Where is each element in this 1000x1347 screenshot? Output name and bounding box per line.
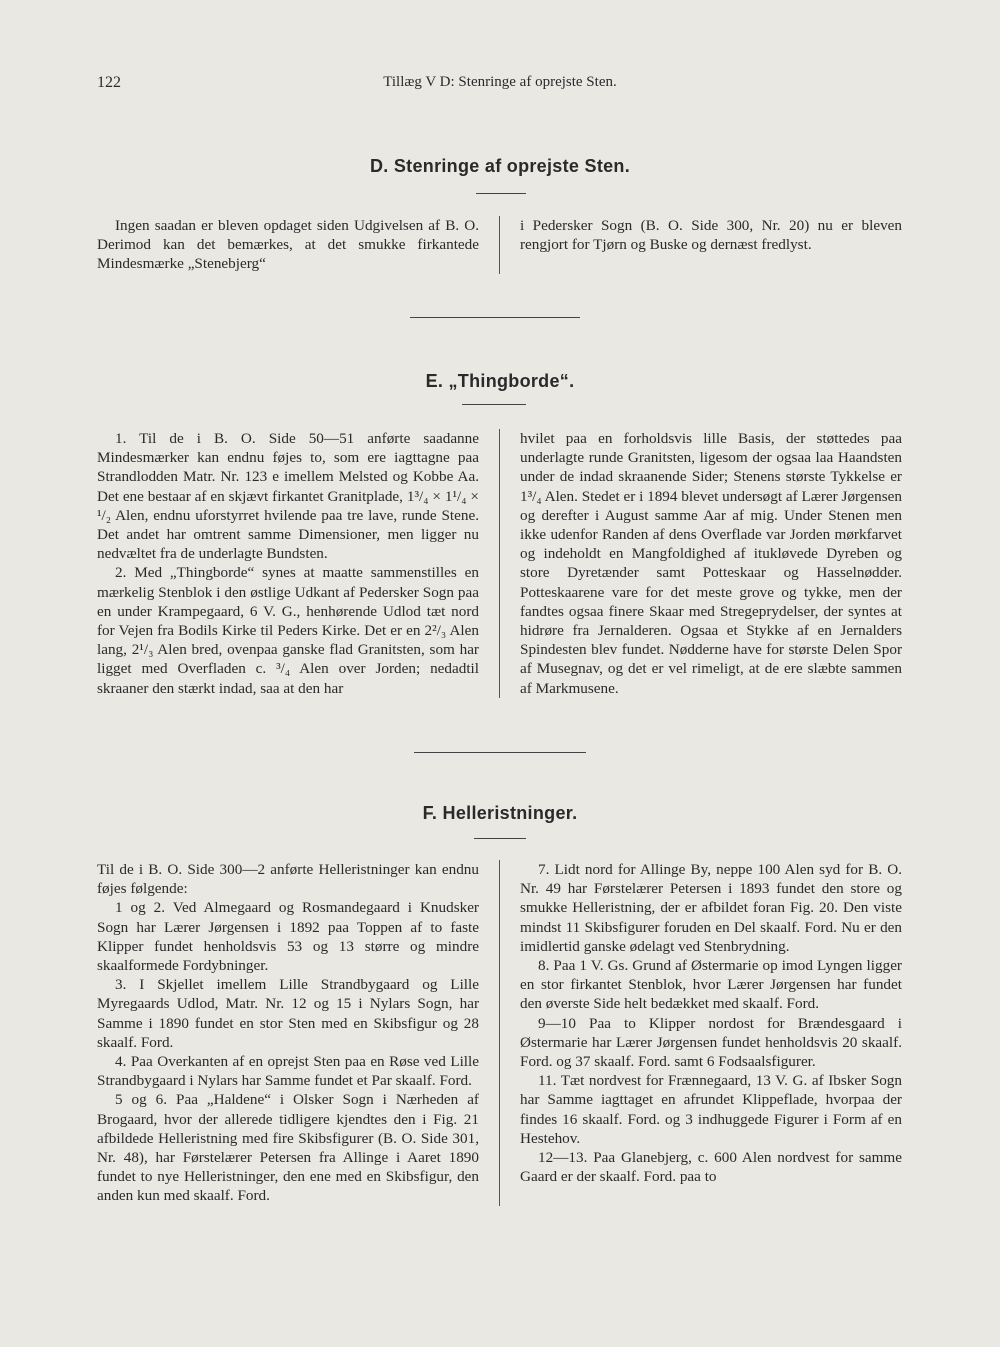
- section-d-left-column: [97, 216, 499, 274]
- section-e-left-column: [97, 429, 499, 698]
- page-header: [97, 74, 903, 98]
- running-title: Tillæg V D: Stenringe af oprejste Sten.: [383, 74, 617, 90]
- section-d-title: D. Stenringe af oprejste Sten.: [369, 156, 631, 176]
- page-number: 122: [97, 74, 121, 91]
- section-f-short-rule: [474, 838, 526, 839]
- section-d-left-text: Ingen saadan er bleven opdaget siden Udgivelsen af B. O. Derimod kan det bemærkes, at det smukke firkantede Mindesmærke „Stenebjerg“: [97, 217, 479, 273]
- section-f-item-1-2: 1 og 2. Ved Almegaard og Rosmandegaard i Knudsker Sogn har Lærer Jørgensen i 1892 paa Toppen af to faste Klipper fundet henholdsvis 53 og 13 større og mindre skaalformede Fordybninger.: [97, 899, 479, 975]
- section-f-item-5-6: 5 og 6. Paa „Haldene“ i Olsker Sogn i Nærheden af Brogaard, hvor der allerede tidligere kjendtes den i Fig. 21 afbildede Helleristning med fire Skibsfigurer (B. O. Side 301, Nr. 48), har Førstelærer Petersen fra Allinge i Aaret 1890 fundet to nye Helleristninger, den ene med en Skibsfigur, den anden kun med skaalf. Ford.: [97, 1091, 479, 1205]
- section-e-paragraph-2: 2. Med „Thingborde“ synes at maatte sammenstilles en mærkelig Stenblok i den østlige Udkant af Pedersker Sogn paa en under Krampegaard, 6 V. G., henhørende Udlod tæt nord for Vejen fra Bodils Kirke til Peders Kirke. Det er en 2²/₃ Alen lang, 2¹/₃ Alen bred, ovenpaa ganske flad Granitsten, som har ligget med Overfladen c. ³/₄ Alen over Jorden; nedadtil skraaner den stærkt indad, saa at den har: [97, 564, 479, 697]
- section-f-item-12-13: 12—13. Paa Glanebjerg, c. 600 Alen nordvest for samme Gaard er der skaalf. Ford. paa to: [520, 1149, 902, 1186]
- section-f-title: F. Helleristninger.: [422, 803, 578, 823]
- section-f-item-11: 11. Tæt nordvest for Frænnegaard, 13 V. G. af Ibsker Sogn har Samme iagttaget en afrundet Klippeflade, hvorpaa der findes 16 skaalf. Ford. og 3 indhuggede Figurer i Form af en Hestehov.: [520, 1072, 902, 1147]
- section-d-right-column: [499, 216, 902, 274]
- section-e-columns: [97, 429, 903, 698]
- section-f-item-7: 7. Lidt nord for Allinge By, neppe 100 Alen syd for B. O. Nr. 49 har Førstelærer Petersen i 1893 fundet den store og smukke Helleristning, der er afbildet foran Fig. 20. Den viste mindst 11 Skibsfigurer foruden en Del skaalf. Ford. Nu er den imidlertid ganske ødelagt ved Stenbrydning.: [520, 861, 902, 955]
- section-divider-2: [414, 752, 586, 753]
- section-e-right-text: hvilet paa en forholdsvis lille Basis, der støttedes paa underlagte runde Granitsten, ligesom der ogsaa laa Haandsten under de indad skraanende Sider; Stenens største Tykkelse er 1³/₄ Alen. Stedet er i 1894 blevet undersøgt af Lærer Jørgensen og derefter i August samme Aar af mig. Under Stenen men ikke udenfor Randen af dens Overflade var Jorden mørkfarvet og indeholdt en Mangfoldighed af itukløvede Dyreben og store Dyretænder samt Potteskaar og Hasselnødder. Potteskaarene vare for det meste grove og tykke, men der fandtes ogsaa finere Skaar med Stregeprydelser, der syntes at hidrøre fra Jernalderen. Ogsaa et Stykke af en Jernalders Spindesten blev fundet. Nødderne have for største Delen Spor af Musegnav, og det er vel rimeligt, at de ere slæbte sammen af Markmusene.: [520, 430, 902, 697]
- section-f-item-8: 8. Paa 1 V. Gs. Grund af Østermarie op imod Lyngen ligger en stor firkantet Stenblok, hvor Lærer Jørgensen har fundet den øverste Side helt bedækket med skaalf. Ford.: [520, 957, 902, 1013]
- section-f-left-column: [97, 860, 499, 1206]
- section-divider-1: [410, 317, 580, 318]
- section-f-item-4: 4. Paa Overkanten af en oprejst Sten paa en Røse ved Lille Strandbygaard i Nylars har Samme fundet et Par skaalf. Ford.: [97, 1053, 479, 1090]
- section-f-item-9-10: 9—10 Paa to Klipper nordost for Brændesgaard i Østermarie har Lærer Jørgensen fundet henholdsvis 20 skaalf. Ford. og 37 skaalf. Ford. samt 6 Fodsaalsfigurer.: [520, 1014, 902, 1071]
- section-d-short-rule: [476, 193, 526, 194]
- section-e-short-rule: [462, 404, 526, 405]
- section-f-columns: [97, 860, 903, 1206]
- section-f-item-3: 3. I Skjellet imellem Lille Strandbygaard og Lille Myregaards Udlod, Matr. Nr. 12 og 15 i Nylars Sogn, har Samme i 1890 fundet en stor Sten med en Skibsfigur og 28 skaalf. Ford.: [97, 976, 479, 1051]
- section-e-right-column: [499, 429, 902, 698]
- section-e-title: E. „Thingborde“.: [425, 371, 575, 391]
- section-f-right-column: [499, 860, 902, 1206]
- section-f-intro: Til de i B. O. Side 300—2 anførte Helleristninger kan endnu føjes følgende:: [97, 861, 479, 898]
- section-e-paragraph-1: 1. Til de i B. O. Side 50—51 anførte saadanne Mindesmærker kan endnu føjes to, som ere iagttagne paa Strandlodden Matr. Nr. 123 e imellem Melsted og Kobbe Aa. Det ene bestaar af en skjævt firkantet Granitplade, 1³/₄ × 1¹/₄ × ¹/₂ Alen, endnu uforstyrret hvilende paa tre lave, runde Stene. Det andet har omtrent samme Dimensioner, men ligger nu nedvæltet fra de underlagte Bundsten.: [97, 430, 479, 563]
- section-d-right-text: i Pedersker Sogn (B. O. Side 300, Nr. 20) nu er bleven rengjort for Tjørn og Buske og dernæst fredlyst.: [520, 217, 902, 254]
- section-d-columns: [97, 216, 903, 274]
